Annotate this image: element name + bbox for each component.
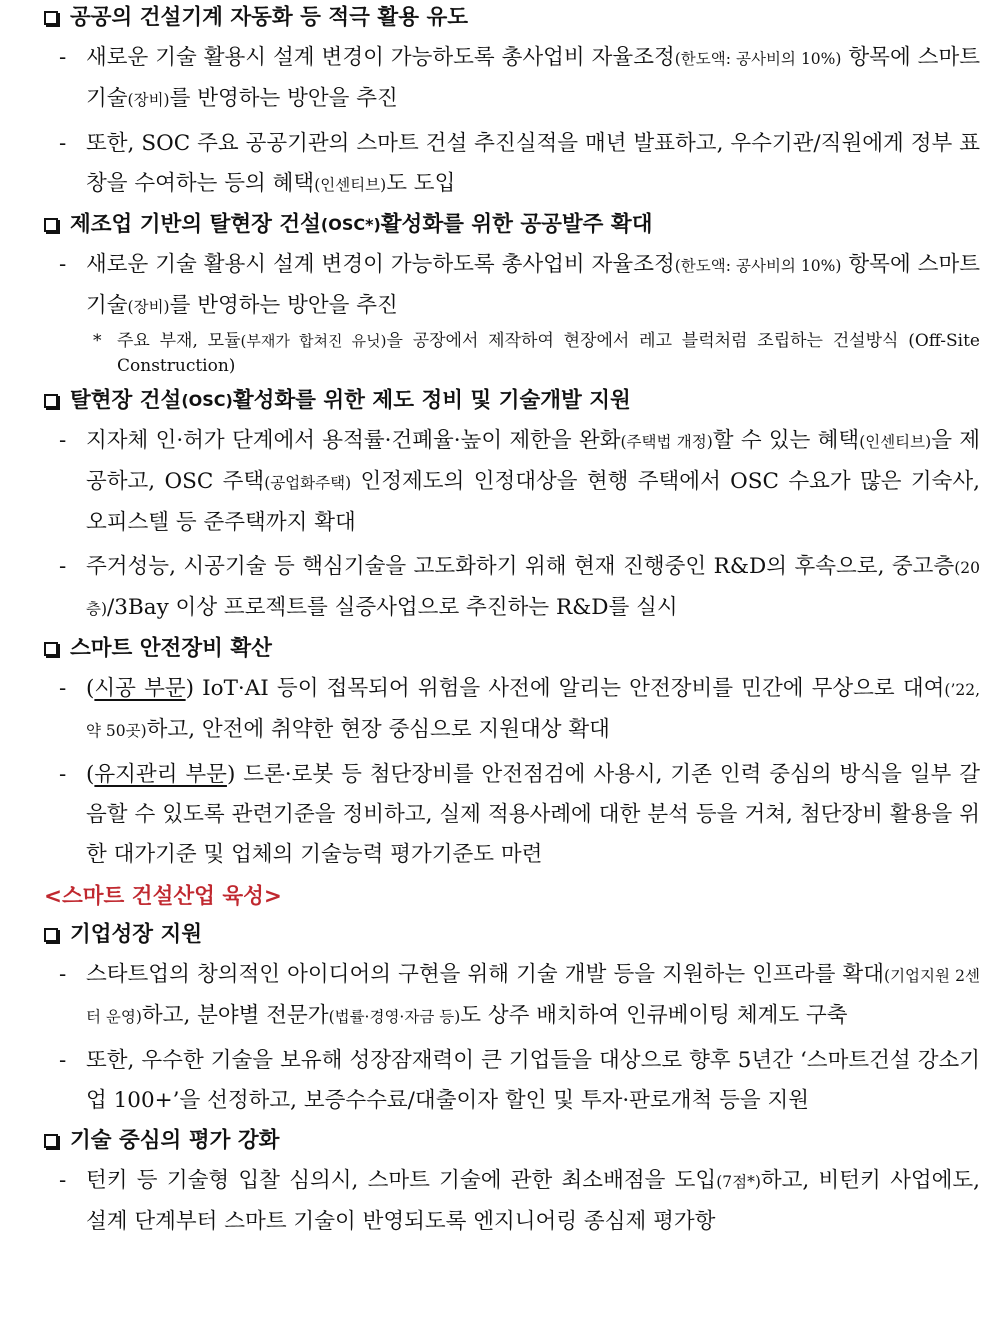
section-heading-osc-support: 탈현장 건설 (OSC) 활성화를 위한 제도 정비 및 기술개발 지원 bbox=[44, 385, 1000, 417]
section-heading-construction-automation: 공공의 건설기계 자동화 등 적극 활용 유도 bbox=[44, 2, 1000, 34]
bullet-item: - 또한, SOC 주요 공공기관의 스마트 건설 추진실적을 매년 발표하고, 우수기관/직원에게 정부 표창을 수여하는 등의 혜택(인센티브)도 도입 bbox=[86, 124, 980, 205]
dash-marker: - bbox=[59, 1168, 67, 1193]
checkbox-square-icon bbox=[44, 394, 58, 408]
dash-marker: - bbox=[59, 962, 67, 987]
footnote-marker: * bbox=[93, 331, 102, 351]
bullet-item: - (시공 부문) IoT·AI 등이 접목되어 위험을 사전에 알리는 안전장비를 민간에 무상으로 대여(’22, 약 50곳)하고, 안전에 취약한 현장 중심으로 지원대상 확대 bbox=[86, 669, 980, 751]
dash-marker: - bbox=[59, 428, 67, 453]
dash-marker: - bbox=[59, 676, 67, 701]
checkbox-square-icon bbox=[44, 11, 58, 25]
subtitle-smart-construction-industry: <스마트 건설산업 육성> bbox=[44, 884, 282, 909]
bullet-item: - 새로운 기술 활용시 설계 변경이 가능하도록 총사업비 자율조정(한도액: 공사비의 10%) 항목에 스마트 기술(장비)를 반영하는 방안을 추진 bbox=[86, 245, 980, 327]
dash-marker: - bbox=[59, 45, 67, 70]
bullet-item: - 주거성능, 시공기술 등 핵심기술을 고도화하기 위해 현재 진행중인 R&D의 후속으로, 중고층(20층)/3Bay 이상 프로젝트를 실증사업으로 추진하는 R&D를 실시 bbox=[86, 547, 980, 629]
checkbox-square-icon bbox=[44, 218, 58, 232]
dash-marker: - bbox=[59, 1048, 67, 1073]
bullet-item: - (유지관리 부문) 드론·로봇 등 첨단장비를 안전점검에 사용시, 기존 인력 중심의 방식을 일부 갈음할 수 있도록 관련기준을 정비하고, 실제 적용사례에 대한 분석 등을 거쳐, 첨단장비 활용을 위한 대가기준 및 업체의 기술능력 평가기준도 마련 bbox=[86, 755, 980, 875]
bullet-item: - 새로운 기술 활용시 설계 변경이 가능하도록 총사업비 자율조정(한도액: 공사비의 10%) 항목에 스마트 기술(장비)를 반영하는 방안을 추진 bbox=[86, 38, 980, 120]
dash-marker: - bbox=[59, 554, 67, 579]
dash-marker: - bbox=[59, 252, 67, 277]
footnote: * 주요 부재, 모듈(부재가 합쳐진 유닛)을 공장에서 제작하여 현장에서 레고 블럭처럼 조립하는 건설방식 (Off-Site Construction) bbox=[93, 331, 980, 376]
bullet-item: - 지자체 인·허가 단계에서 용적률·건폐율·높이 제한을 완화(주택법 개정)할 수 있는 혜택(인센티브)을 제공하고, OSC 주택(공업화주택) 인정제도의 인정대상을 현행 주택에서 OSC 수요가 많은 기숙사, 오피스텔 등 준주택까지 확대 bbox=[86, 421, 980, 543]
section-heading-business-growth: 기업성장 지원 bbox=[44, 919, 1000, 951]
section-heading-tech-evaluation: 기술 중심의 평가 강화 bbox=[44, 1125, 1000, 1157]
bullet-item: - 턴키 등 기술형 입찰 심의시, 스마트 기술에 관한 최소배점을 도입(7점*)하고, 비턴키 사업에도, 설계 단계부터 스마트 기술이 반영되도록 엔지니어링 종심제 평가항 bbox=[86, 1161, 980, 1242]
dash-marker: - bbox=[59, 131, 67, 156]
bullet-item: - 또한, 우수한 기술을 보유해 성장잠재력이 큰 기업들을 대상으로 향후 5년간 ‘스마트건설 강소기업 100+’을 선정하고, 보증수수료/대출이자 할인 및 투자·판로개척 등을 지원 bbox=[86, 1041, 980, 1121]
section-heading-osc-public-orders: 제조업 기반의 탈현장 건설 (OSC*) 활성화를 위한 공공발주 확대 bbox=[44, 209, 1000, 241]
checkbox-square-icon bbox=[44, 642, 58, 656]
bullet-item: - 스타트업의 창의적인 아이디어의 구현을 위해 기술 개발 등을 지원하는 인프라를 확대(기업지원 2센터 운영)하고, 분야별 전문가(법률·경영·자금 등)도 상주 배치하여 인큐베이팅 체계도 구축 bbox=[86, 955, 980, 1037]
checkbox-square-icon bbox=[44, 1134, 58, 1148]
section-heading-safety-equipment: 스마트 안전장비 확산 bbox=[44, 633, 1000, 665]
dash-marker: - bbox=[59, 762, 67, 787]
checkbox-square-icon bbox=[44, 928, 58, 942]
